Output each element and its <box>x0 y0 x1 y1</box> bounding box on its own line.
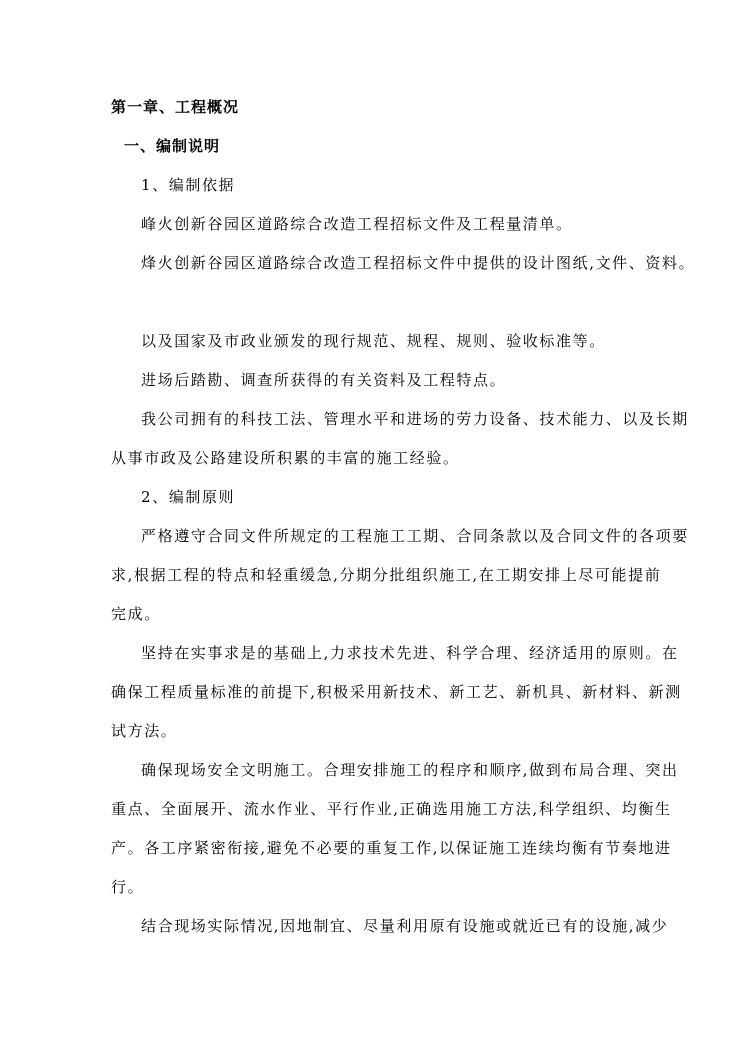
principle-2-line-2: 确保工程质量标准的前提下,积极采用新技术、新工艺、新机具、新材料、新测 <box>111 683 682 701</box>
company-line-2: 从事市政及公路建设所积累的丰富的施工经验。 <box>111 449 460 467</box>
basis-item-1: 峰火创新谷园区道路综合改造工程招标文件及工程量清单。 <box>141 215 573 233</box>
principle-2-line-1: 坚持在实事求是的基础上,力求技术先进、科学合理、经济适用的原则。在 <box>141 644 679 662</box>
principle-3-line-3: 产。各工序紧密衔接,避免不必要的重复工作,以保证施工连续均衡有节奏地进 <box>111 839 672 857</box>
chapter-title: 第一章、工程概况 <box>111 98 240 116</box>
principles-heading: 2、编制原则 <box>141 488 236 506</box>
basis-item-3: 以及国家及市政业颁发的现行规范、规程、规则、验收标准等。 <box>141 332 606 350</box>
basis-item-2: 烽火创新谷园区道路综合改造工程招标文件中提供的设计图纸,文件、资料。 <box>141 254 696 272</box>
principle-2-line-3: 试方法。 <box>111 722 178 740</box>
principle-4-line-1: 结合现场实际情况,因地制宜、尽量利用原有设施或就近已有的设施,减少 <box>141 917 669 935</box>
principle-3-line-4: 行。 <box>111 878 145 896</box>
principle-3-line-1: 确保现场安全文明施工。合理安排施工的程序和顺序,做到布局合理、突出 <box>141 761 679 779</box>
section-title: 一、编制说明 <box>124 137 221 155</box>
principle-1-line-2: 求,根据工程的特点和轻重缓急,分期分批组织施工,在工期安排上尽可能提前 <box>111 566 662 584</box>
basis-item-4: 进场后踏勘、调查所获得的有关资料及工程特点。 <box>141 371 507 389</box>
basis-heading: 1、编制依据 <box>141 176 236 194</box>
company-line-1: 我公司拥有的科技工法、管理水平和进场的劳力设备、技术能力、以及长期 <box>141 410 689 428</box>
principle-3-line-2: 重点、全面展开、流水作业、平行作业,正确选用施工方法,科学组织、均衡生 <box>111 800 672 818</box>
principle-1-line-1: 严格遵守合同文件所规定的工程施工工期、合同条款以及合同文件的各项要 <box>141 527 689 545</box>
principle-1-line-3: 完成。 <box>111 605 161 623</box>
